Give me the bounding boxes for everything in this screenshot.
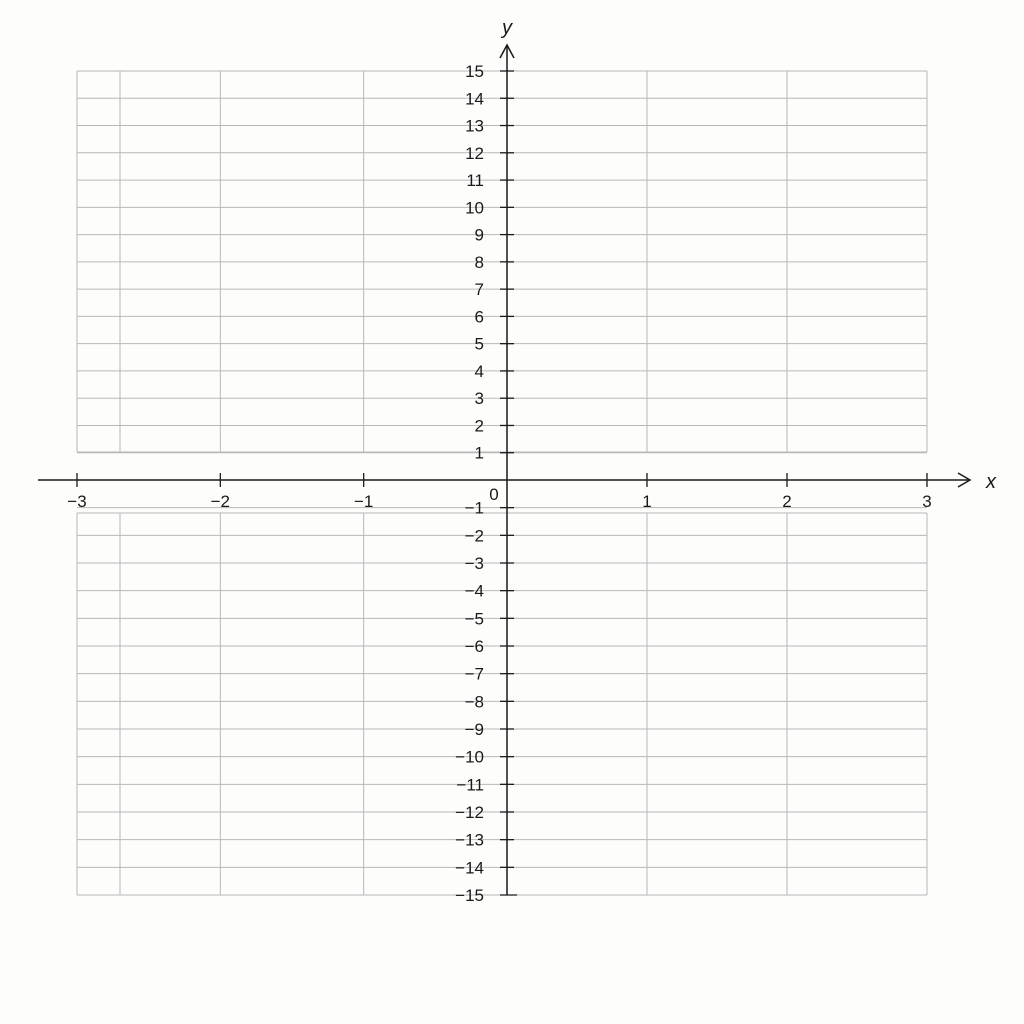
- x-tick-label: −1: [353, 492, 374, 511]
- y-tick-label: 6: [474, 307, 484, 327]
- x-tick-label: 3: [922, 492, 932, 511]
- y-tick-label: −2: [464, 526, 484, 546]
- y-tick-label: −3: [464, 554, 484, 573]
- y-tick-label: 2: [474, 416, 484, 436]
- y-tick-label: 14: [465, 89, 484, 109]
- grid: [77, 71, 927, 895]
- x-tick-label: −2: [210, 492, 231, 511]
- y-tick-label: 9: [474, 225, 484, 245]
- y-tick-label: 12: [465, 143, 484, 163]
- y-tick-label: −9: [464, 720, 484, 739]
- y-tick-label: −12: [455, 803, 484, 822]
- y-tick-label: −7: [464, 664, 484, 684]
- y-tick-label: −8: [464, 692, 484, 712]
- y-axis-label: y: [502, 17, 512, 39]
- x-tick-label: −3: [67, 492, 87, 511]
- y-tick-label: 3: [474, 389, 484, 409]
- y-tick-label: 8: [474, 252, 484, 272]
- y-tick-label: 10: [465, 198, 484, 218]
- y-tick-label: −14: [455, 858, 484, 878]
- y-tick-label: −5: [464, 609, 484, 629]
- axes: [38, 45, 970, 895]
- x-axis-label: x: [986, 471, 996, 493]
- y-tick-label: −13: [455, 830, 484, 850]
- ticks: [67, 62, 931, 905]
- y-tick-label: 1: [474, 443, 484, 463]
- x-tick-label: 2: [782, 492, 792, 511]
- y-tick-label: 13: [465, 116, 484, 136]
- x-tick-label: 1: [642, 492, 652, 511]
- y-tick-label: 15: [465, 62, 484, 81]
- y-tick-label: 4: [474, 361, 484, 381]
- y-tick-label: 11: [466, 171, 484, 191]
- y-tick-label: −1: [464, 498, 484, 518]
- y-tick-label: 7: [474, 280, 484, 300]
- y-tick-label: 5: [474, 334, 484, 354]
- y-tick-label: −4: [464, 581, 484, 601]
- y-tick-label: −15: [455, 886, 484, 905]
- y-tick-label: −10: [455, 747, 484, 767]
- origin-label: 0: [489, 485, 499, 504]
- y-tick-label: −11: [456, 775, 484, 795]
- y-tick-label: −6: [464, 637, 484, 656]
